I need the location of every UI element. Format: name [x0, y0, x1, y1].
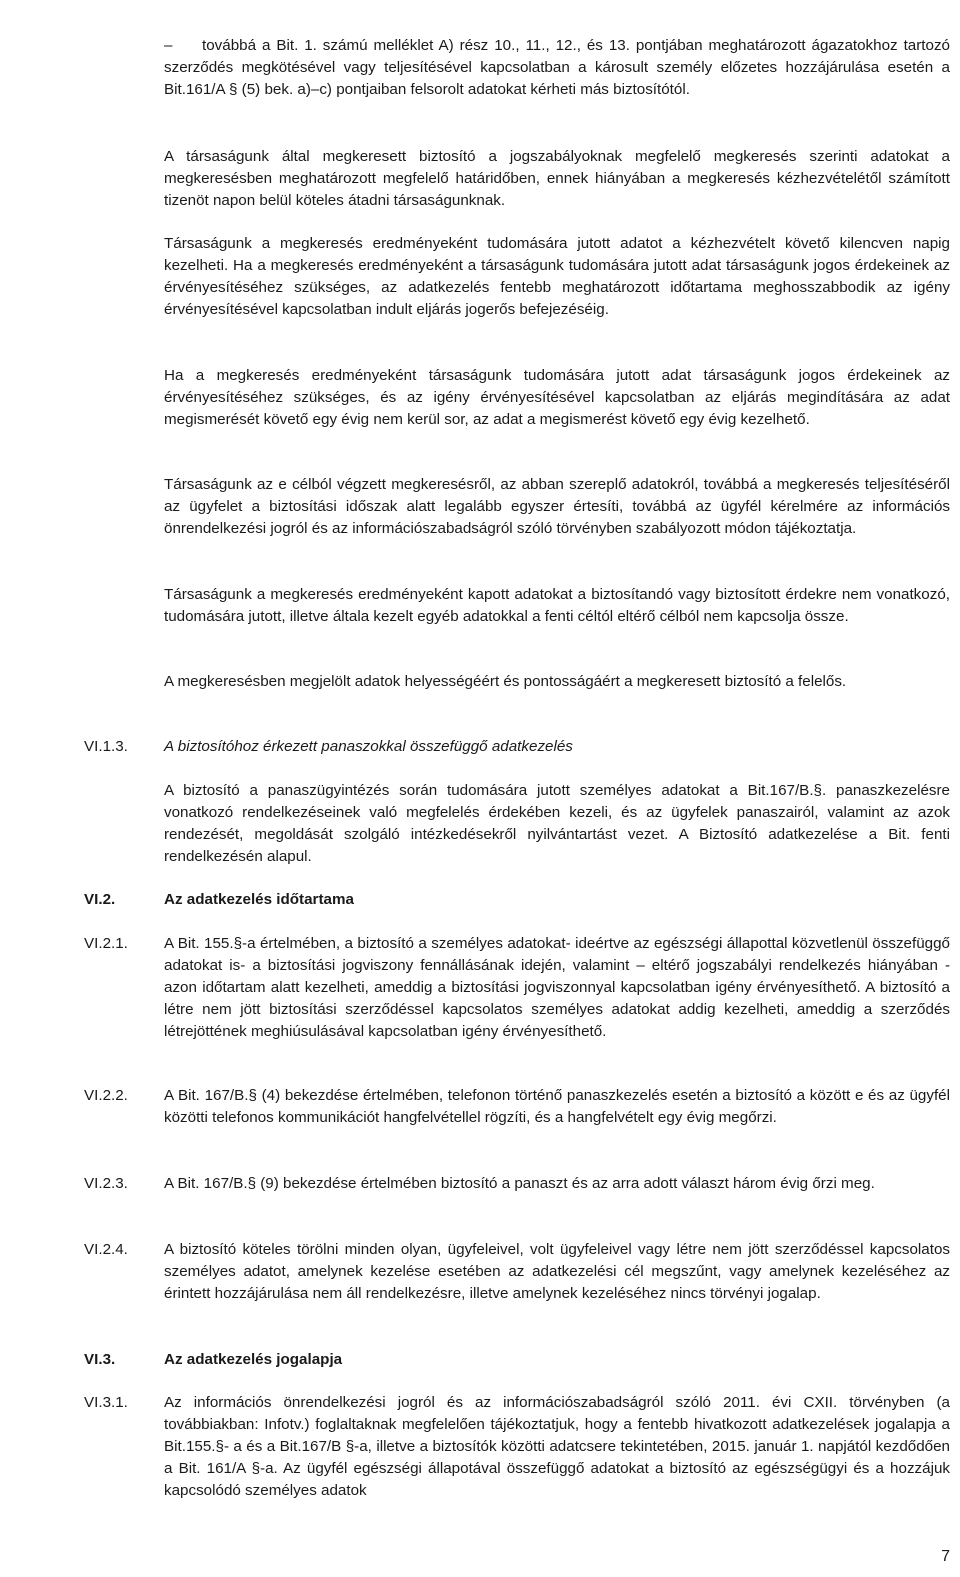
intro-list-item	[164, 35, 950, 101]
section-title: Az adatkezelés időtartama	[164, 891, 354, 908]
subsection-body: A Bit. 167/B.§ (4) bekezdése értelmében, telefonon történő panaszkezelés esetén a biztosító a között e és az ügyfél közötti telefonos kommunikációt hangfelvétellel rögzíti, és a hangfelvételt egy évig megőrzi.	[164, 1087, 950, 1126]
section-number: VI.3.	[84, 1351, 116, 1368]
dash-bullet: –	[164, 37, 173, 54]
paragraph: Társaságunk a megkeresés eredményeként kapott adatokat a biztosítandó vagy biztosított érdekre nem vonatkozó, tudomására jutott, illetve általa kezelt egyéb adatokkal a fenti céltól eltérő célból nem kapcsolja össze.	[164, 586, 950, 625]
subsection-number: VI.2.2.	[84, 1087, 128, 1104]
paragraph: Társaságunk az e célból végzett megkeresésről, az abban szereplő adatokról, továbbá a megkeresés teljesítéséről az ügyfelet a biztosítási időszak alatt legalább egyszer értesíti, továbbá az ügyfél kérelmére az információs önrendelkezési jogról és az információszabadságról szóló törvényben szabályozott módon tájékoztatja.	[164, 476, 950, 537]
subsection-number: VI.3.1.	[84, 1394, 128, 1411]
subsection-number: VI.2.1.	[84, 935, 128, 952]
subsection-number: VI.2.4.	[84, 1241, 128, 1258]
paragraph: A megkeresésben megjelölt adatok helyességéért és pontosságáért a megkeresett biztosító a felelős.	[164, 673, 847, 690]
page-number: 7	[941, 1548, 950, 1565]
section-body: A biztosító a panaszügyintézés során tudomására jutott személyes adatokat a Bit.167/B.§. panaszkezelésre vonatkozó rendelkezéseinek való megfelelés érdekében kezeli, és az ügyfelek panaszairól, valamint az azok rendezését, megoldását szolgáló intézkedésekről nyilvántartást vezet. A Biztosító adatkezelése a Bit. fenti rendelkezésén alapul.	[164, 782, 950, 865]
subsection-body: A Bit. 155.§-a értelmében, a biztosító a személyes adatokat- ideértve az egészségi állapottal közvetlenül összefüggő adatokat is- a biztosítási jogviszony fennállásának idején, valamint – eltérő jogszabályi rendelkezés hiányában - azon időtartam alatt kezelheti, ameddig a biztosítási jogviszonnyal kapcsolatban igény érvényesíthető. A biztosító a létre nem jött biztosítási szerződéssel kapcsolatos személyes adatokat addig kezelheti, ameddig a szerződés létrejöttének meghiúsulásával kapcsolatban igény érvényesíthető.	[164, 935, 950, 1040]
subsection-body: A Bit. 167/B.§ (9) bekezdése értelmében biztosító a panaszt és az arra adott választ három évig őrzi meg.	[164, 1175, 875, 1192]
paragraph: A társaságunk által megkeresett biztosító a jogszabályoknak megfelelő megkeresés szerinti adatokat a megkeresésben meghatározott megfelelő határidőben, ennek hiányában a megkeresés kézhezvételétől számított tizenöt napon belül köteles átadni társaságunknak.	[164, 148, 950, 209]
paragraph: Ha a megkeresés eredményeként társaságunk tudomására jutott adat társaságunk jogos érdekeinek az érvényesítéséhez szükséges, és az igény érvényesítésével kapcsolatban az eljárás megindítására az adat megismerését követő egy évig nem kerül sor, az adat a megismerést követő egy évig kezelhető.	[164, 367, 950, 428]
subsection-number: VI.2.3.	[84, 1175, 128, 1192]
section-title: A biztosítóhoz érkezett panaszokkal összefüggő adatkezelés	[164, 738, 573, 755]
section-number: VI.1.3.	[84, 738, 128, 755]
section-title: Az adatkezelés jogalapja	[164, 1351, 343, 1368]
subsection-body: A biztosító köteles törölni minden olyan, ügyfeleivel, volt ügyfeleivel vagy létre nem jött szerződéssel kapcsolatos személyes adatot, amelynek kezelése esetében az adatkezelési cél megszűnt, vagy amelynek kezeléséhez az érintett hozzájárulása nem áll rendelkezésre, illetve amelynek kezeléséhez nincs törvényi jogalap.	[164, 1241, 950, 1302]
subsection-body: Az információs önrendelkezési jogról és az információszabadságról szóló 2011. évi CXII. törvényben (a továbbiakban: Infotv.) foglaltaknak megfelelően tájékoztatjuk, hogy a fentebb hivatkozott adatkezelések jogalapja a Bit.155.§- a és a Bit.167/B §-a, illetve a biztosítók közötti adatcsere tekintetében, 2015. január 1. napjától kezdődően a Bit. 161/A §-a. Az ügyfél egészségi állapotával összefüggő adatokat a biztosító az egészségügyi és a hozzájuk kapcsolódó személyes adatok	[164, 1394, 950, 1499]
intro-list-item-text: továbbá a Bit. 1. számú melléklet A) rész 10., 11., 12., és 13. pontjában meghatározott ágazatokhoz tartozó szerződés megkötésével vagy teljesítésével kapcsolatban a károsult személy előzetes hozzájárulása esetén a Bit.161/A § (5) bek. a)–c) pontjaiban felsorolt adatokat kérheti más biztosítótól.	[164, 37, 950, 98]
section-number: VI.2.	[84, 891, 116, 908]
paragraph: Társaságunk a megkeresés eredményeként tudomására jutott adatot a kézhezvételt követő kilencven napig kezelheti. Ha a megkeresés eredményeként a társaságunk tudomására jutott adat társaságunk jogos érdekeinek az érvényesítéséhez szükséges, az adatkezelés fentebb meghatározott időtartama meghosszabbodik az igény érvényesítésével kapcsolatban indult eljárás jogerős befejezéséig.	[164, 235, 950, 318]
